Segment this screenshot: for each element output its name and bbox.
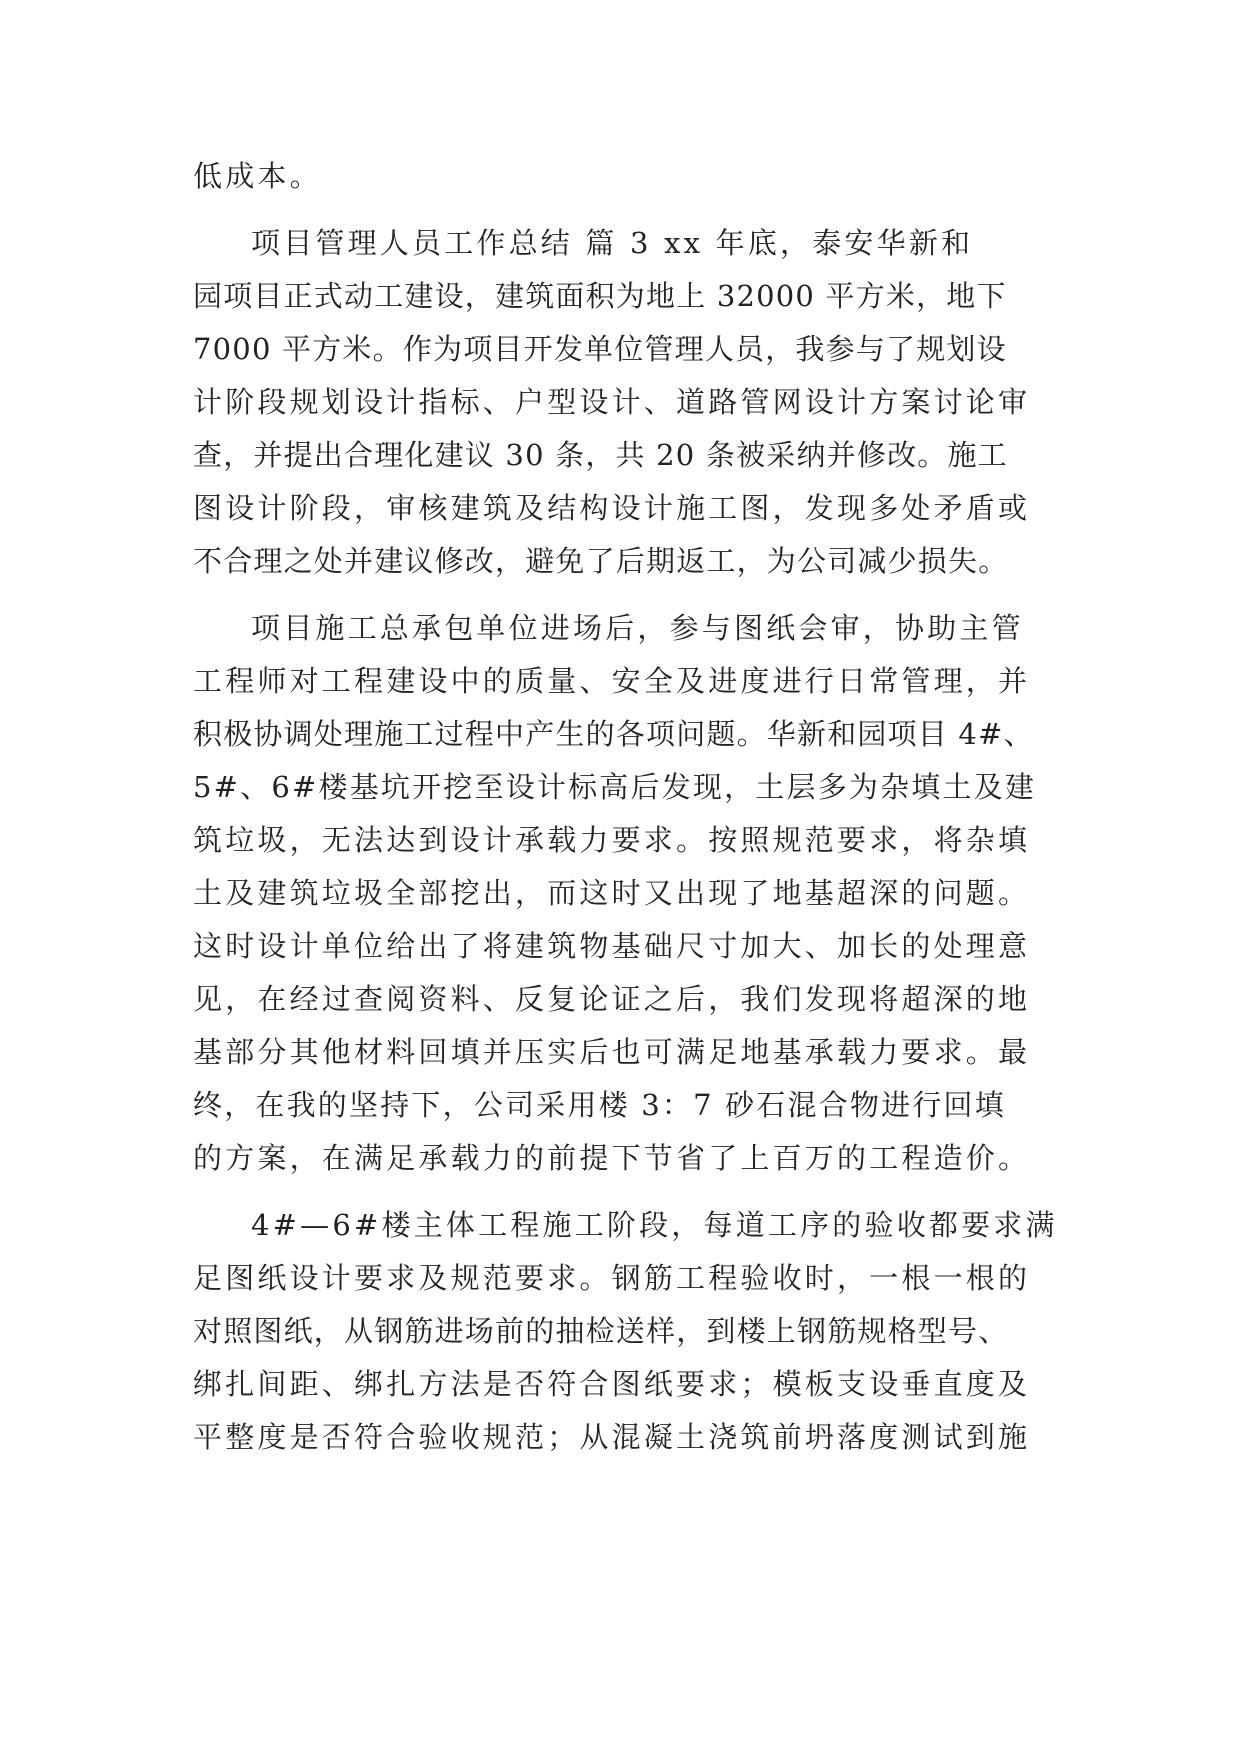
- text-line: 7000 平方米。作为项目开发单位管理人员，我参与了规划设: [193, 332, 1007, 366]
- text-line: 工程师对工程建设中的质量、安全及进度进行日常管理，并: [193, 664, 1031, 698]
- text-line: 计阶段规划设计指标、户型设计、道路管网设计方案讨论审: [193, 385, 1031, 419]
- text-line: 见，在经过查阅资料、反复论证之后，我们发现将超深的地: [193, 982, 1031, 1016]
- text-line: 基部分其他材料回填并压实后也可满足地基承载力要求。最: [193, 1035, 1031, 1069]
- text-line: 土及建筑垃圾全部挖出，而这时又出现了地基超深的问题。: [193, 876, 1031, 910]
- text-line: 筑垃圾，无法达到设计承载力要求。按照规范要求，将杂填: [193, 823, 1031, 857]
- text-line: 低成本。: [193, 159, 322, 193]
- text-line: 足图纸设计要求及规范要求。钢筋工程验收时，一根一根的: [193, 1261, 1031, 1295]
- text-line: 5#、6#楼基坑开挖至设计标高后发现，土层多为杂填土及建: [193, 770, 1037, 804]
- paragraph-start-line: 4#—6#楼主体工程施工阶段，每道工序的验收都要求满: [251, 1208, 1058, 1242]
- text-line: 积极协调处理施工过程中产生的各项问题。华新和园项目 4#、: [193, 717, 1034, 751]
- text-line: 不合理之处并建议修改，避免了后期返工，为公司减少损失。: [193, 544, 1009, 578]
- section-heading-line: 项目管理人员工作总结 篇 3 xx 年底，泰安华新和: [251, 226, 974, 260]
- text-line: 查，并提出合理化建议 30 条，共 20 条被采纳并修改。施工: [193, 438, 1008, 472]
- text-line: 的方案，在满足承载力的前提下节省了上百万的工程造价。: [193, 1141, 1031, 1175]
- text-line: 园项目正式动工建设，建筑面积为地上 32000 平方米，地下: [193, 279, 1007, 313]
- text-line: 绑扎间距、绑扎方法是否符合图纸要求；模板支设垂直度及: [193, 1367, 1031, 1401]
- text-line: 图设计阶段，审核建筑及结构设计施工图，发现多处矛盾或: [193, 491, 1031, 525]
- paragraph-start-line: 项目施工总承包单位进场后，参与图纸会审，协助主管: [251, 611, 1024, 645]
- text-line: 这时设计单位给出了将建筑物基础尺寸加大、加长的处理意: [193, 929, 1031, 963]
- text-line: 平整度是否符合验收规范；从混凝土浇筑前坍落度测试到施: [193, 1420, 1031, 1454]
- text-line: 终，在我的坚持下，公司采用楼 3：7 砂石混合物进行回填: [193, 1088, 1006, 1122]
- text-line: 对照图纸，从钢筋进场前的抽检送样，到楼上钢筋规格型号、: [193, 1314, 1009, 1348]
